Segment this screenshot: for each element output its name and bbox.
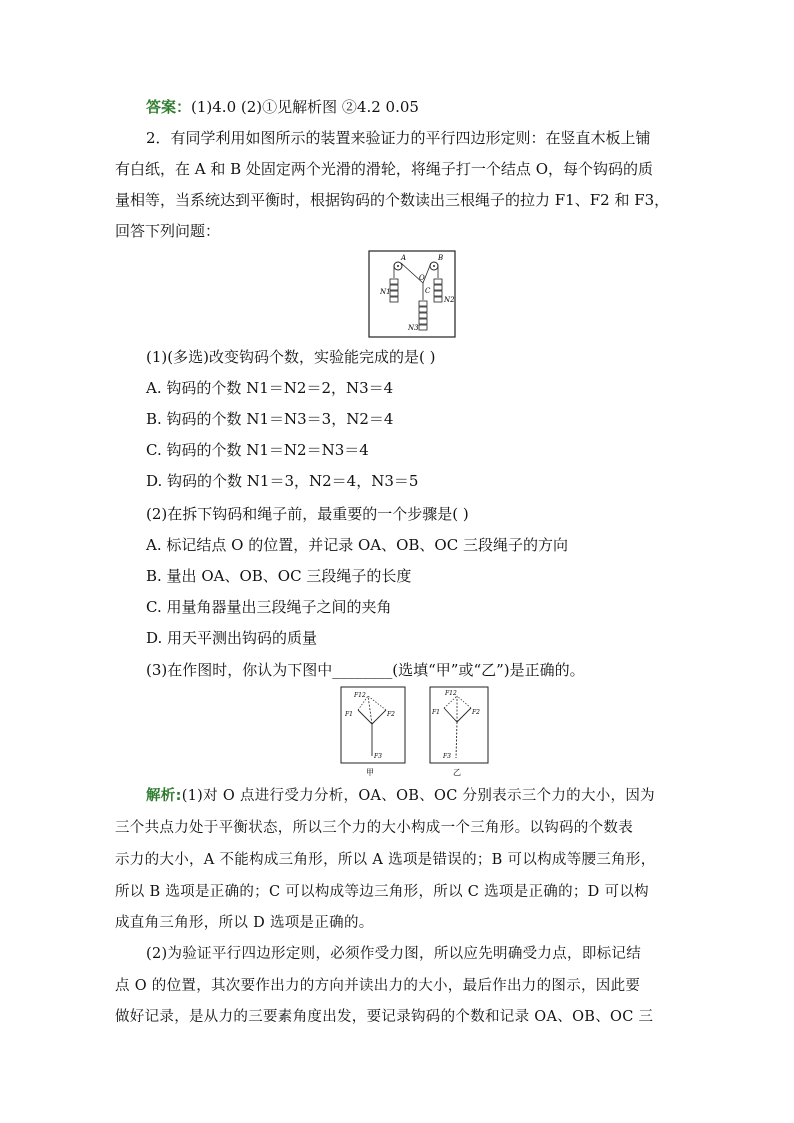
analysis-label: 解析:	[146, 788, 182, 804]
question-stem-line-4: 回答下列问题：	[115, 222, 221, 240]
analysis-p1-line-1	[146, 786, 726, 806]
figure-jia	[340, 686, 406, 782]
label-n3: N3	[408, 324, 419, 332]
label-n2: N2	[444, 296, 455, 304]
q1-option-c: C. 钩码的个数 N1＝N2＝N3＝4	[146, 441, 369, 459]
q2-option-a: A. 标记结点 O 的位置，并记录 OA、OB、OC 三段绳子的方向	[146, 536, 568, 554]
label-n1-side: N1	[380, 288, 391, 296]
analysis-p1-line-5: 成直角三角形，所以 D 选项是正确的。	[115, 915, 374, 931]
figure-jia-frame	[341, 687, 405, 763]
yi-label-f3: F3	[443, 753, 451, 760]
pulley-b-axle	[433, 265, 435, 267]
label-a: A	[401, 254, 407, 262]
q1-option-b: B. 钩码的个数 N1＝N3＝3，N2＝4	[146, 410, 394, 428]
figure-yi	[429, 686, 489, 782]
yi-label-f2: F2	[472, 709, 480, 716]
apparatus-svg	[368, 250, 456, 338]
figure-yi-frame	[430, 687, 488, 763]
jia-caption: 甲	[366, 768, 374, 777]
analysis-p2-line-1: (2)为验证平行四边形定则，必须作受力图，所以应先明确受力点，即标记结	[146, 946, 642, 962]
q1-option-a: A. 钩码的个数 N1＝N2＝2，N3＝4	[146, 379, 394, 397]
jia-label-f3: F3	[374, 753, 382, 760]
jia-label-f12: F12	[354, 692, 366, 699]
answer-text: (1)4.0 (2)①见解析图 ②4.2 0.05	[191, 98, 419, 116]
q3-stem: (3)在作图时，你认为下图中________(选填“甲”或“乙”)是正确的。	[146, 661, 585, 679]
label-o: O	[419, 274, 425, 282]
analysis-p1-line-2: 三个共点力处于平衡状态，所以三个力的大小构成一个三角形。以钩码的个数表	[115, 820, 633, 836]
q2-option-c: C. 用量角器量出三段绳子之间的夹角	[146, 598, 392, 616]
question-stem-line-2: 有白纸，在 A 和 B 处固定两个光滑的滑轮，将绳子打一个结点 O，每个钩码的质	[115, 160, 653, 178]
analysis-p2-line-2: 点 O 的位置，其次要作出力的方向并读出力的大小，最后作出力的图示，因此要	[115, 978, 641, 994]
q1-stem: (1)(多选)改变钩码个数，实验能完成的是( )	[146, 348, 436, 366]
label-c: C	[425, 287, 431, 295]
analysis-p1-line-3: 示力的大小，A 不能构成三角形，所以 A 选项是错误的；B 可以构成等腰三角形，	[115, 852, 656, 868]
apparatus-figure	[368, 250, 456, 342]
analysis-p2-line-3: 做好记录，是从力的三要素角度出发，要记录钩码的个数和记录 OA、OB、OC 三	[115, 1009, 654, 1025]
q2-option-b: B. 量出 OA、OB、OC 三段绳子的长度	[146, 567, 412, 585]
question-stem-line-3: 量相等，当系统达到平衡时，根据钩码的个数读出三根绳子的拉力 F1、F2 和 F3，	[115, 191, 670, 209]
q2-stem: (2)在拆下钩码和绳子前，最重要的一个步骤是( )	[146, 505, 469, 523]
weights-n3	[419, 301, 427, 330]
question-stem-line-1: 2．有同学利用如图所示的装置来验证力的平行四边形定则：在竖直木板上铺	[146, 129, 651, 147]
q1-option-d: D. 钩码的个数 N1＝3，N2＝4，N3＝5	[146, 472, 419, 490]
jia-label-f1: F1	[345, 711, 353, 718]
yi-label-f12: F12	[445, 690, 457, 697]
q2-option-d: D. 用天平测出钩码的质量	[146, 629, 318, 647]
label-b: B	[438, 254, 444, 262]
analysis-p1-line-4: 所以 B 选项是正确的；C 可以构成等边三角形，所以 C 选项是正确的；D 可以构	[115, 884, 649, 900]
jia-label-f2: F2	[387, 711, 395, 718]
yi-label-f1: F1	[432, 709, 440, 716]
analysis-p1-line-1-text: (1)对 O 点进行受力分析，OA、OB、OC 分别表示三个力的大小，因为	[181, 788, 655, 804]
pulley-a-axle	[397, 265, 399, 267]
answer-label: 答案：	[146, 98, 192, 116]
yi-caption: 乙	[453, 768, 461, 777]
answer-line	[146, 97, 726, 117]
